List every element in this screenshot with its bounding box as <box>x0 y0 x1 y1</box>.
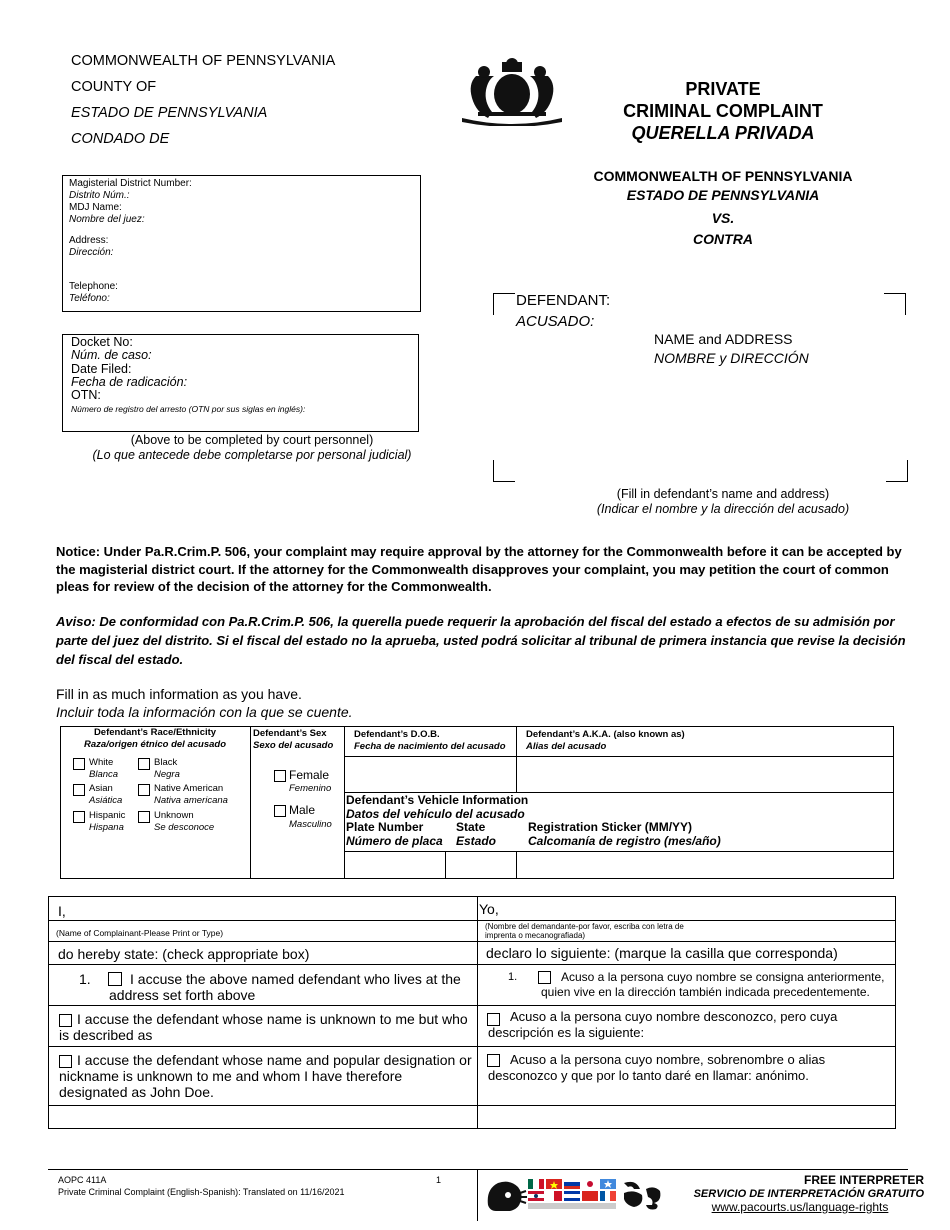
court-note-es: (Lo que antecede debe completarse por personal judicial) <box>92 448 412 462</box>
race-header-es: Raza/origen étnico del acusado <box>83 739 226 750</box>
race-white-en: White <box>89 757 114 768</box>
option3-es: Acuso a la persona cuyo nombre, sobrenombre o alias desconozco y que por lo tanto daré en llamar: anónimo. <box>488 1052 826 1083</box>
race-white-checkbox[interactable] <box>73 758 85 770</box>
header-left <box>71 48 401 152</box>
option1-en: I accuse the above named defendant who lives at the address set forth above <box>109 971 461 1003</box>
parties-commonwealth: COMMONWEALTH OF PENNSYLVANIA <box>593 168 853 184</box>
dob-field[interactable] <box>346 757 515 791</box>
name-address-label <box>654 330 809 368</box>
table-divider <box>48 1005 896 1006</box>
plate-header-en: Plate Number <box>346 820 424 834</box>
court-personnel-note <box>62 433 442 463</box>
mdn-label: Magisterial District Number: <box>69 178 192 189</box>
parties-vs: VS. <box>711 210 735 226</box>
state-field[interactable] <box>447 852 515 878</box>
table-divider <box>250 726 251 879</box>
parties-block <box>570 167 876 249</box>
table-divider <box>48 1128 896 1129</box>
race-asian-checkbox[interactable] <box>73 784 85 796</box>
race-hispanic-es: Hispana <box>89 822 124 833</box>
option1-es: Acuso a la persona cuyo nombre se consigna anteriormente, quien vive en la dirección también indicada precedentemente. <box>541 970 885 999</box>
title-block <box>600 78 846 144</box>
hereby-state-es: declaro lo siguiente: (marque la casilla que corresponda) <box>486 945 838 961</box>
otn-label-es: Número de registro del arresto (OTN por sus siglas en inglés): <box>71 404 306 415</box>
fill-defendant-note <box>570 487 876 517</box>
parties-contra: CONTRA <box>693 231 753 247</box>
pennsylvania-seal-icon <box>458 54 566 126</box>
sticker-header-es: Calcomanía de registro (mes/año) <box>528 834 721 848</box>
race-white-es: Blanca <box>89 769 119 780</box>
table-divider <box>344 726 345 879</box>
sticker-field[interactable] <box>518 852 893 878</box>
hereby-state: do hereby state: (check appropriate box) <box>58 946 310 962</box>
aka-header <box>526 729 685 753</box>
footer-form-info <box>58 1174 344 1198</box>
address-label: Address: <box>69 235 109 246</box>
footer-form-desc: Private Criminal Complaint (English-Spanish): Translated on 11/16/2021 <box>58 1187 345 1197</box>
anonimo-field[interactable] <box>479 1107 895 1127</box>
fill-info-en: Fill in as much information as you have. <box>56 686 302 702</box>
page-number: 1 <box>436 1175 442 1185</box>
sex-female-label: Female <box>289 768 330 782</box>
mdn-label-es: Distrito Núm.: <box>69 190 130 201</box>
race-asian-es: Asiática <box>89 795 123 806</box>
race-header <box>60 727 250 751</box>
mdj-label-es: Nombre del juez: <box>69 214 145 225</box>
telephone-label-es: Teléfono: <box>69 293 110 304</box>
sticker-header <box>528 820 721 848</box>
race-unknown-es: Se desconoce <box>154 822 215 833</box>
address-label-es: Dirección: <box>69 247 114 258</box>
state-header <box>456 820 496 848</box>
race-native-american-checkbox[interactable] <box>138 784 150 796</box>
sex-female-checkbox[interactable] <box>274 770 286 782</box>
defendant-es: ACUSADO: <box>516 313 595 330</box>
footer-rule <box>48 1169 908 1170</box>
table-divider <box>48 1046 896 1047</box>
table-divider <box>48 920 896 921</box>
john-doe-field[interactable] <box>50 1107 476 1127</box>
race-hispanic-checkbox[interactable] <box>73 811 85 823</box>
docket-label-es: Núm. de caso: <box>71 348 152 363</box>
notice-es: Aviso: De conformidad con Pa.R.Crim.P. 506, la querella puede requerir la aprobación del fiscal del estado a efectos de su admisión por parte del juez del distrito. Si el fiscal del estado no la aprueba, usted podrá solicitar al tribunal de primera instancia que revise la decisión del fiscal del estado. <box>56 614 906 667</box>
sex-header-en: Defendant’s Sex <box>253 728 327 739</box>
vehicle-header <box>346 793 528 821</box>
race-native-american-en: Native American <box>154 783 224 794</box>
footer-form-id: AOPC 411A <box>58 1175 107 1185</box>
race-native-american-label <box>154 783 228 807</box>
sex-male-es: Masculino <box>289 819 332 830</box>
footer-divider <box>477 1169 478 1221</box>
complainant-name-label-es: (Nombre del demandante-por favor, escriba con letra de imprenta o mecanografiada) <box>485 922 684 940</box>
sex-female-es: Femenino <box>289 783 332 794</box>
docket-labels <box>71 336 305 416</box>
plate-field[interactable] <box>346 852 444 878</box>
court-info-labels <box>69 178 192 305</box>
race-header-en: Defendant’s Race/Ethnicity <box>93 727 217 738</box>
sex-male-checkbox[interactable] <box>274 805 286 817</box>
fill-defendant-en: (Fill in defendant’s name and address) <box>616 487 830 501</box>
race-unknown-label <box>154 810 214 834</box>
sex-header-es: Sexo del acusado <box>253 740 334 751</box>
date-filed-label: Date Filed: <box>71 361 132 376</box>
telephone-label: Telephone: <box>69 281 118 292</box>
header-county: COUNTY OF <box>71 79 157 95</box>
language-rights-logo-icon <box>484 1175 670 1213</box>
dob-header <box>354 729 506 753</box>
sex-header <box>253 728 333 752</box>
race-unknown-checkbox[interactable] <box>138 811 150 823</box>
race-native-american-es: Nativa americana <box>154 795 228 806</box>
sex-male-label: Male <box>289 803 316 817</box>
name-address-es: NOMBRE y DIRECCIÓN <box>654 350 809 366</box>
sticker-header-en: Registration Sticker (MM/YY) <box>528 820 693 834</box>
race-white-label <box>89 757 118 781</box>
fill-info-es: Incluir toda la información con la que se cuente. <box>56 704 353 720</box>
option2-en: I accuse the defendant whose name is unknown to me but who is described as <box>59 1011 468 1043</box>
race-black-en: Black <box>154 757 178 768</box>
option3-en: I accuse the defendant whose name and popular designation or nickname is unknown to me and whom I have therefore designated as John Doe. <box>59 1052 472 1100</box>
defendant-label <box>516 290 610 332</box>
notice-en: Notice: Under Pa.R.Crim.P. 506, your complaint may require approval by the attorney for the Commonwealth before it can be accepted by the magisterial district court. If the attorney for the Commonwealth disapproves your complaint, you may petition the court of common pleas for review of the decision of the attorney for the Commonwealth. <box>56 544 902 594</box>
header-condado: CONDADO DE <box>71 131 170 147</box>
otn-label: OTN: <box>71 388 101 403</box>
table-divider <box>48 1105 896 1106</box>
fill-info <box>56 685 353 721</box>
date-filed-label-es: Fecha de radicación: <box>71 374 188 389</box>
race-hispanic-en: Hispanic <box>89 810 126 821</box>
table-divider <box>48 941 896 942</box>
name-address-en: NAME and ADDRESS <box>654 331 793 347</box>
yo-label: Yo, <box>479 901 499 917</box>
plate-header <box>346 820 443 848</box>
parties-estado: ESTADO DE PENNSYLVANIA <box>626 187 820 203</box>
language-rights-link[interactable]: www.pacourts.us/language-rights <box>711 1200 889 1214</box>
race-black-checkbox[interactable] <box>138 758 150 770</box>
dob-header-es: Fecha de nacimiento del acusado <box>354 741 506 752</box>
plate-header-es: Número de placa <box>346 834 443 848</box>
dob-header-en: Defendant’s D.O.B. <box>354 729 440 740</box>
mdj-label: MDJ Name: <box>69 202 122 213</box>
title-private: PRIVATE <box>685 79 761 99</box>
race-asian-en: Asian <box>89 783 113 794</box>
fill-defendant-es: (Indicar el nombre y la dirección del acusado) <box>596 502 850 516</box>
complainant-name-field[interactable] <box>72 899 472 919</box>
title-criminal-complaint: CRIMINAL COMPLAINT <box>623 101 823 121</box>
table-divider <box>477 896 478 1129</box>
aka-header-es: Alias del acusado <box>526 741 607 752</box>
race-hispanic-label <box>89 810 125 834</box>
option1-number-es: 1. <box>508 971 518 983</box>
aka-header-en: Defendant’s A.K.A. (also known as) <box>526 729 685 740</box>
complainant-name-label: (Name of Complainant-Please Print or Type) <box>56 928 224 938</box>
race-black-es: Negra <box>154 769 180 780</box>
option1-number: 1. <box>79 971 91 987</box>
race-unknown-en: Unknown <box>154 810 194 821</box>
vehicle-header-es: Datos del vehículo del acusado <box>346 807 525 821</box>
state-header-en: State <box>456 820 486 834</box>
table-divider <box>516 851 517 879</box>
race-asian-label <box>89 783 122 807</box>
defendant-en: DEFENDANT: <box>516 292 611 309</box>
aka-field[interactable] <box>518 757 893 791</box>
docket-label: Docket No: <box>71 335 133 349</box>
i-label: I, <box>58 903 66 919</box>
table-divider <box>48 964 896 965</box>
option2-es: Acuso a la persona cuyo nombre desconozco, pero cuya descripción es la siguiente: <box>488 1009 838 1040</box>
race-black-label <box>154 757 180 781</box>
table-divider <box>445 851 446 879</box>
title-querella: QUERELLA PRIVADA <box>631 123 815 143</box>
free-interpreter-en: FREE INTERPRETER <box>803 1173 924 1187</box>
state-header-es: Estado <box>456 834 497 848</box>
header-commonwealth: COMMONWEALTH OF PENNSYLVANIA <box>71 53 336 69</box>
header-estado: ESTADO DE PENNSYLVANIA <box>71 105 268 121</box>
table-divider <box>516 726 517 792</box>
free-interpreter-es: SERVICIO DE INTERPRETACIÓN GRATUITO <box>693 1188 924 1200</box>
vehicle-header-en: Defendant’s Vehicle Information <box>346 793 529 807</box>
court-note-en: (Above to be completed by court personnel) <box>130 433 374 447</box>
